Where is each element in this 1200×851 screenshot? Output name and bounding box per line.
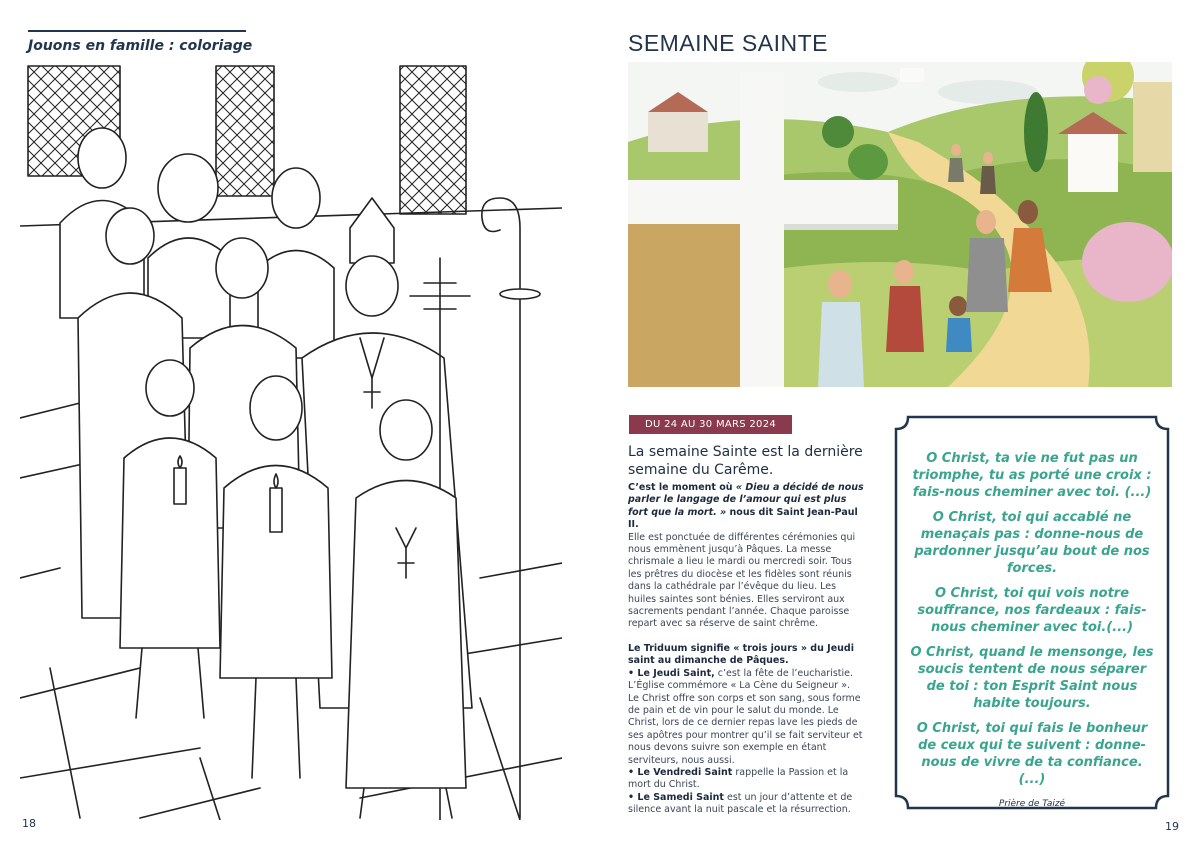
paragraph-ceremonies: Elle est ponctuée de différentes cérémonies qui nous emmènent jusqu’à Pâques. La messe chrismale a lieu le mardi ou mercredi soir. Tous les prêtres du diocèse et les fidèles sont réunis dans la cathédrale par l’évêque du lieu. Les huiles saintes sont bénies. Elles serviront aux sacrements pendant l’année. Chaque paroisse repart avec sa réserve de saint chrême. <box>628 531 856 630</box>
prayer-text <box>910 450 1154 821</box>
date-badge: DU 24 AU 30 MARS 2024 <box>629 415 792 434</box>
left-page-header: Jouons en famille : coloriage <box>28 38 253 54</box>
intro-paragraph <box>628 482 864 532</box>
lead-paragraph: La semaine Sainte est la dernière semaine du Carême. <box>628 444 863 478</box>
list-item: • Le Samedi Saint est un jour d’attente et de silence avant la nuit pascale et la résurrection. <box>628 791 853 816</box>
list-item: • Le Vendredi Saint rappelle la Passion et la mort du Christ. <box>628 766 849 791</box>
item-term: Le Vendredi Saint <box>637 766 733 778</box>
page-title: SEMAINE SAINTE <box>628 30 828 56</box>
holy-week-illustration <box>628 62 1172 387</box>
intro-quote: « Dieu a décidé de nous parler le langage de l’amour qui est plus fort que la mort. » <box>628 482 864 518</box>
item-term: Le Samedi Saint <box>637 791 724 803</box>
intro-suffix: nous dit Saint Jean-Paul II. <box>628 506 858 531</box>
page-number-left: 18 <box>22 817 36 830</box>
coloring-illustration <box>20 58 562 820</box>
prayer-source: Prière de Taizé <box>998 799 1066 809</box>
prayer-stanza: O Christ, toi qui fais le bonheur de ceux qui te suivent : donne-nous de vivre de ta confiance. (...) <box>916 721 1148 787</box>
list-item: • Le Jeudi Saint, c’est la fête de l’eucharistie. L’Église commémore « La Cène du Seigneur ». Le Christ offre son corps et son sang, sous forme de pain et de vin pour le salut du monde. Le Christ, lors de ce dernier repas lave les pieds de ses apôtres pour montrer qu’il se fait serviteur et nous devons suivre son exemple en étant serviteurs, nous aussi. <box>628 667 863 766</box>
triduum-heading: Le Triduum signifie « trois jours » du Jeudi saint au dimanche de Pâques. <box>628 642 854 667</box>
prayer-stanza: O Christ, toi qui vois notre souffrance, nos fardeaux : fais-nous cheminer avec toi.(...) <box>917 586 1147 635</box>
intro-prefix: C’est le moment où <box>628 482 736 493</box>
article-body <box>628 482 864 817</box>
page-number-right: 19 <box>1165 820 1179 833</box>
prayer-stanza: O Christ, toi qui accablé ne menaçais pas : donne-nous de pardonner jusqu’au bout de nos forces. <box>914 510 1150 576</box>
prayer-stanza: O Christ, quand le mensonge, les soucis tentent de nous séparer de toi : ton Esprit Saint nous habite toujours. <box>910 645 1154 711</box>
item-term: Le Jeudi Saint, <box>637 667 715 679</box>
prayer-stanza: O Christ, ta vie ne fut pas un triomphe, tu as porté une croix : fais-nous cheminer avec toi. (...) <box>912 451 1152 500</box>
header-rule <box>28 30 246 32</box>
